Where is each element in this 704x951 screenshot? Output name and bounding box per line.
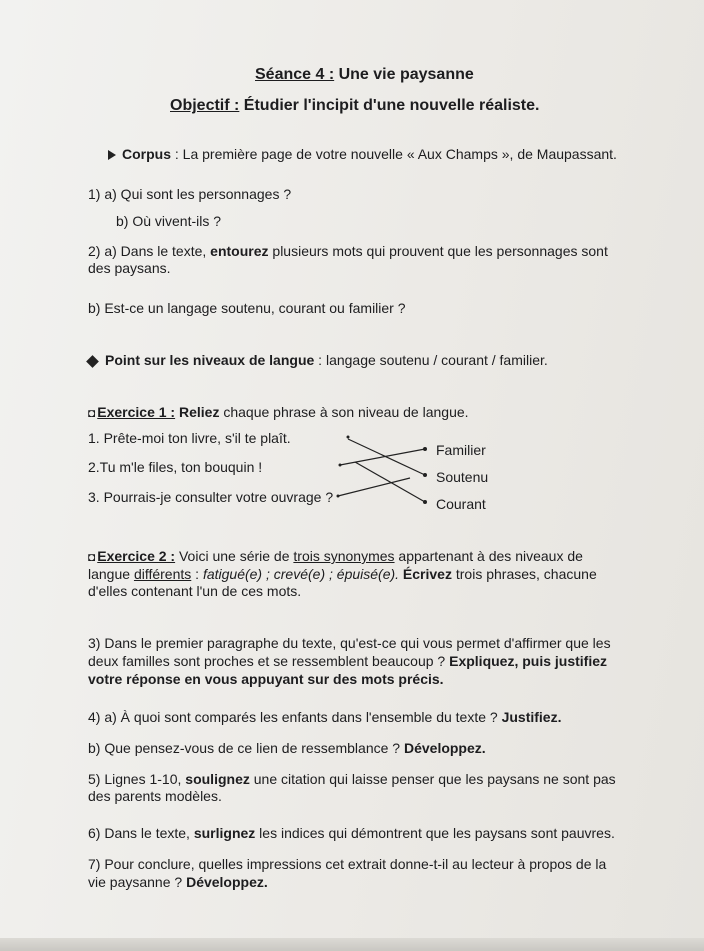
q5-bold: soulignez <box>185 771 250 787</box>
ex2-t1: Voici une série de <box>175 548 294 564</box>
ex1-sentence: 2.Tu m'le files, ton bouquin ! <box>88 459 263 475</box>
square-bullet-icon: ◘ <box>88 406 96 420</box>
question-2a-continued: des paysans. <box>88 260 171 276</box>
q6-bold: surlignez <box>193 825 256 841</box>
match-line <box>340 449 425 465</box>
q5-b: une citation qui laisse penser que les paysans ne sont pas <box>249 771 616 787</box>
title-label: Séance 4 : <box>255 66 335 83</box>
question-2b: b) Est-ce un langage soutenu, courant ou familier ? <box>88 300 406 316</box>
ex1-sentence: 1. Prête-moi ton livre, s'il te plaît. <box>88 430 291 446</box>
ex1-level: Courant <box>436 496 486 512</box>
q6-b: les indices qui démontrent que les paysans sont pauvres. <box>255 825 615 841</box>
corpus-label: Corpus <box>122 146 171 162</box>
ex1-sentence: 3. Pourrais-je consulter votre ouvrage ? <box>88 489 334 505</box>
q7-l2-a: vie paysanne ? <box>88 874 187 890</box>
q2a-bold: entourez <box>210 243 269 259</box>
question-7-line-1: 7) Pour conclure, quelles impressions cet extrait donne-t-il au lecteur à propos de la <box>88 856 607 872</box>
q5-a: 5) Lignes 1-10, <box>88 771 186 787</box>
ex1-level: Soutenu <box>436 469 489 485</box>
q6-a: 6) Dans le texte, <box>88 825 194 841</box>
question-5 <box>88 771 616 788</box>
q4a-text: 4) a) À quoi sont comparés les enfants dans l'ensemble du texte ? <box>88 709 502 725</box>
ex1-label: Exercice 1 : <box>97 404 176 420</box>
ex1-bold: Reliez <box>175 404 220 420</box>
point-rest: : langage soutenu / courant / familier. <box>314 352 548 368</box>
exercise-2-line-3: d'elles contenant l'un de ces mots. <box>88 583 302 599</box>
objective-text: Étudier l'incipit d'une nouvelle réaliste. <box>239 97 540 114</box>
match-line <box>355 462 425 502</box>
ex1-rest: chaque phrase à son niveau de langue. <box>219 404 469 420</box>
q4b-bold: Développez. <box>403 740 486 756</box>
question-1a: 1) a) Qui sont les personnages ? <box>88 186 292 202</box>
question-1b: b) Où vivent-ils ? <box>116 213 222 229</box>
question-4a <box>88 709 561 726</box>
page-bottom-edge <box>0 938 704 951</box>
square-bullet-icon: ◘ <box>88 550 96 564</box>
q3-l2-a: deux familles sont proches et se ressemblent beaucoup ? <box>88 653 450 669</box>
q4b-text: b) Que pensez-vous de ce lien de ressemblance ? <box>88 740 404 756</box>
q3-l2-b: Expliquez, puis justifiez <box>449 653 608 669</box>
ex2-label: Exercice 2 : <box>97 548 176 564</box>
q2a-pre: 2) a) Dans le texte, <box>88 243 211 259</box>
ex2-l2-bold: Écrivez <box>399 566 452 582</box>
exercise-2-line-2 <box>88 566 597 583</box>
match-dot-left <box>347 436 350 439</box>
question-7-line-2 <box>88 874 268 891</box>
question-5-continued: des parents modèles. <box>88 788 222 804</box>
ex2-t2: appartenant à des niveaux de <box>394 548 583 564</box>
point-bold: Point sur les niveaux de langue <box>105 352 315 368</box>
objective-label: Objectif : <box>170 97 240 114</box>
title-text: Une vie paysanne <box>334 66 474 83</box>
q7-l2-bold: Développez. <box>186 874 268 890</box>
question-3-line-3: votre réponse en vous appuyant sur des mots précis. <box>88 671 444 687</box>
question-4b <box>88 740 486 757</box>
ex2-l2-b: : <box>191 566 203 582</box>
ex2-l2-i: fatigué(e) ; crevé(e) ; épuisé(e). <box>202 566 400 582</box>
ex1-level: Familier <box>436 442 486 458</box>
q2a-post: plusieurs mots qui prouvent que les personnages sont <box>268 243 608 259</box>
ex2-l2-u: différents <box>133 566 192 582</box>
corpus-text: : La première page de votre nouvelle « Aux Champs », de Maupassant. <box>171 146 617 162</box>
match-line <box>348 439 425 475</box>
ex2-l2-a: langue <box>88 566 134 582</box>
exercise-2-line-1 <box>88 548 583 566</box>
ex2-l2-c: trois phrases, chacune <box>451 566 597 582</box>
question-6 <box>88 825 615 842</box>
q4a-bold: Justifiez. <box>501 709 562 725</box>
question-3-line-1: 3) Dans le premier paragraphe du texte, qu'est-ce qui vous permet d'affirmer que les <box>88 635 611 651</box>
question-3-line-2 <box>88 653 607 670</box>
ex2-u1: trois synonymes <box>293 548 395 564</box>
